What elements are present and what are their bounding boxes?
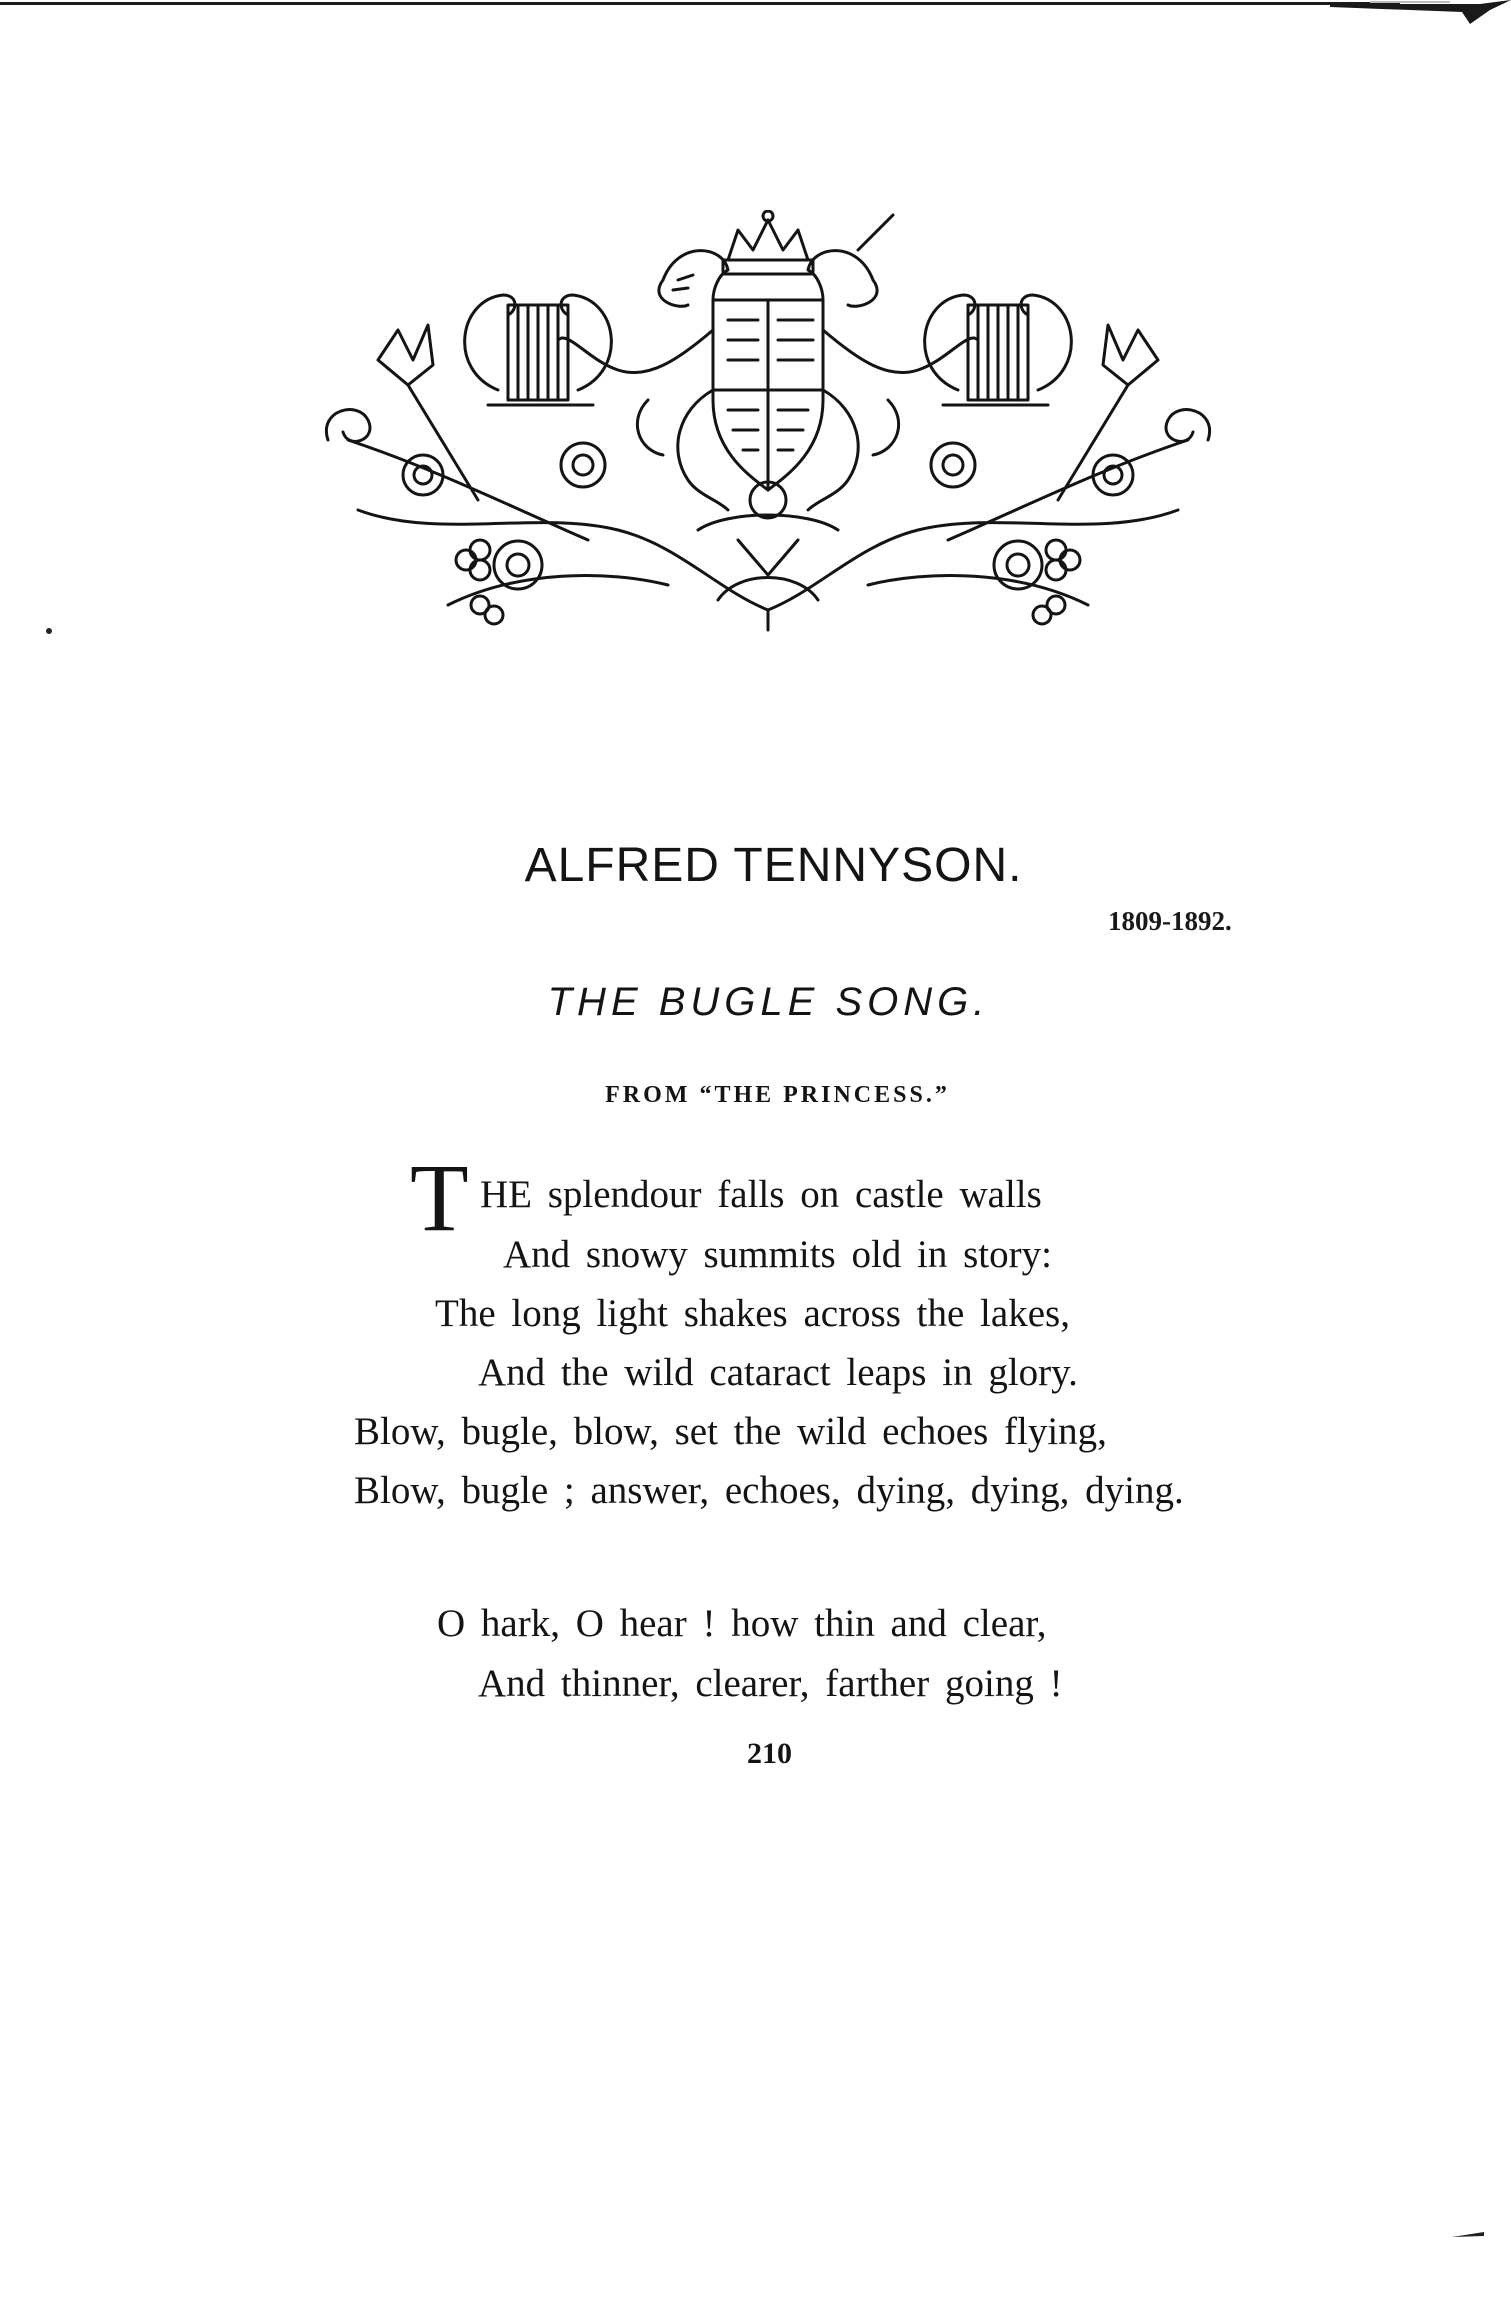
corner-binding-mark-icon: [1330, 0, 1511, 40]
author-dates: 1809-1892.: [1108, 906, 1232, 936]
poem-source-note: FROM “THE PRINCESS.”: [605, 1082, 950, 1108]
drop-cap-initial: T: [410, 1144, 469, 1251]
poem-line: The long light shakes across the lakes,: [435, 1292, 1070, 1335]
poem-line: Blow, bugle ; answer, echoes, dying, dying, dying.: [354, 1469, 1184, 1512]
margin-ink-tick: [1452, 2232, 1484, 2238]
margin-ink-dot: [46, 628, 52, 634]
poem-line: And the wild cataract leaps in glory.: [478, 1351, 1078, 1394]
poem-title: THE BUGLE SONG.: [547, 980, 990, 1024]
coat-of-arms-emblem-icon: [318, 210, 1218, 640]
top-page-rule: [0, 2, 1400, 5]
poem-line: And snowy summits old in story:: [503, 1233, 1052, 1276]
author-heading: ALFRED TENNYSON.: [524, 839, 1023, 892]
poem-line: Blow, bugle, blow, set the wild echoes flying,: [354, 1410, 1107, 1453]
page-number: 210: [747, 1737, 792, 1770]
poem-line: HE splendour falls on castle walls: [480, 1173, 1042, 1216]
poem-line: And thinner, clearer, farther going !: [478, 1662, 1063, 1705]
poem-line: O hark, O hear ! how thin and clear,: [437, 1602, 1047, 1645]
